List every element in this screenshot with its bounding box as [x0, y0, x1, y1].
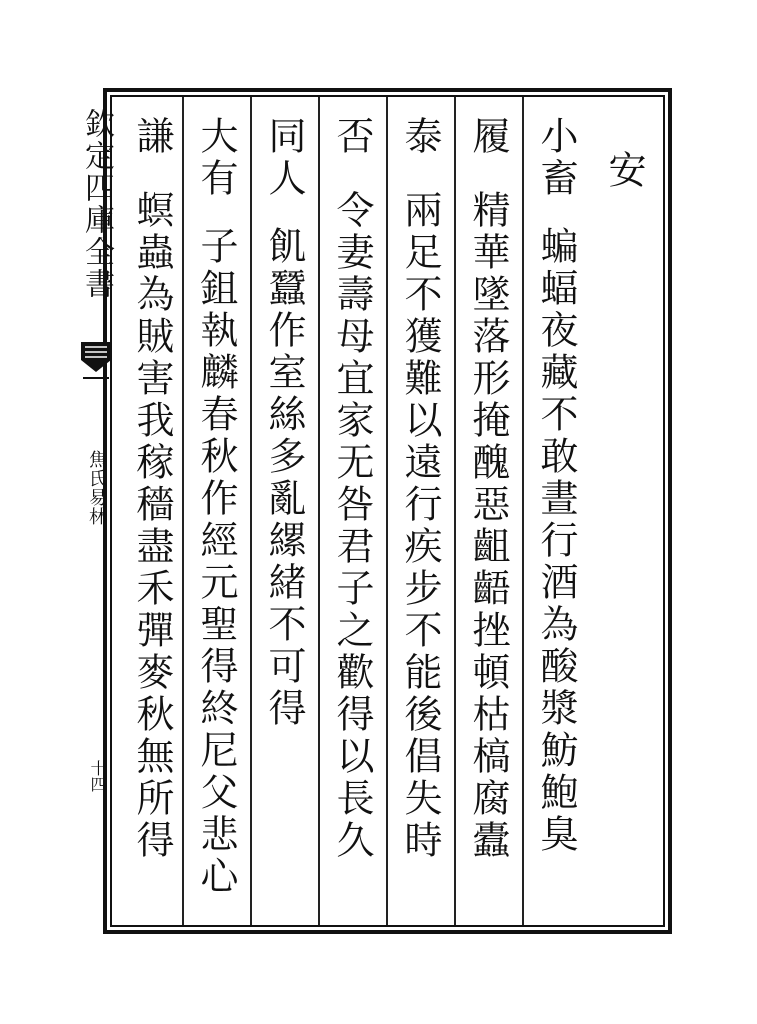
hexagram-heading: 否 — [330, 116, 374, 158]
hexagram-heading: 履 — [466, 116, 510, 158]
hexagram-heading: 小畜 — [534, 116, 578, 200]
column-rule — [522, 97, 524, 925]
column-rule — [182, 97, 184, 925]
verse-text: 兩足不獲難以遠行疾步不能後倡失時 — [398, 190, 442, 862]
verse-text: 令妻壽母宜家无咎君子之歡得以長久 — [330, 190, 374, 862]
hexagram-heading: 謙 — [130, 116, 174, 158]
verse-text: 精華墜落形掩醜惡齟齬挫頓枯槁腐蠹 — [466, 190, 510, 862]
book-series-title: 欽定四庫全書 — [79, 108, 114, 300]
page-number: 十四 — [88, 760, 107, 792]
verse-text: 飢蠶作室絲多亂縲緒不可得 — [262, 226, 306, 730]
hexagram-heading: 大有 — [194, 116, 238, 200]
hexagram-heading: 泰 — [398, 116, 442, 158]
column-rule — [250, 97, 252, 925]
column-rule — [454, 97, 456, 925]
hexagram-heading: 同人 — [262, 116, 306, 200]
book-title: 焦氏易林 — [86, 450, 107, 526]
verse-text: 螟蟲為賊害我稼穡盡禾彈麥秋無所得 — [130, 190, 174, 862]
verse-text: 蝙蝠夜藏不敢晝行酒為酸漿魴鮑臭 — [534, 226, 578, 856]
fish-tail-mark — [79, 338, 113, 398]
column-rule — [386, 97, 388, 925]
verse-text: 子鉏執麟春秋作經元聖得終尼父悲心 — [194, 226, 238, 898]
text-column-0: 安 — [602, 150, 646, 192]
column-rule — [318, 97, 320, 925]
